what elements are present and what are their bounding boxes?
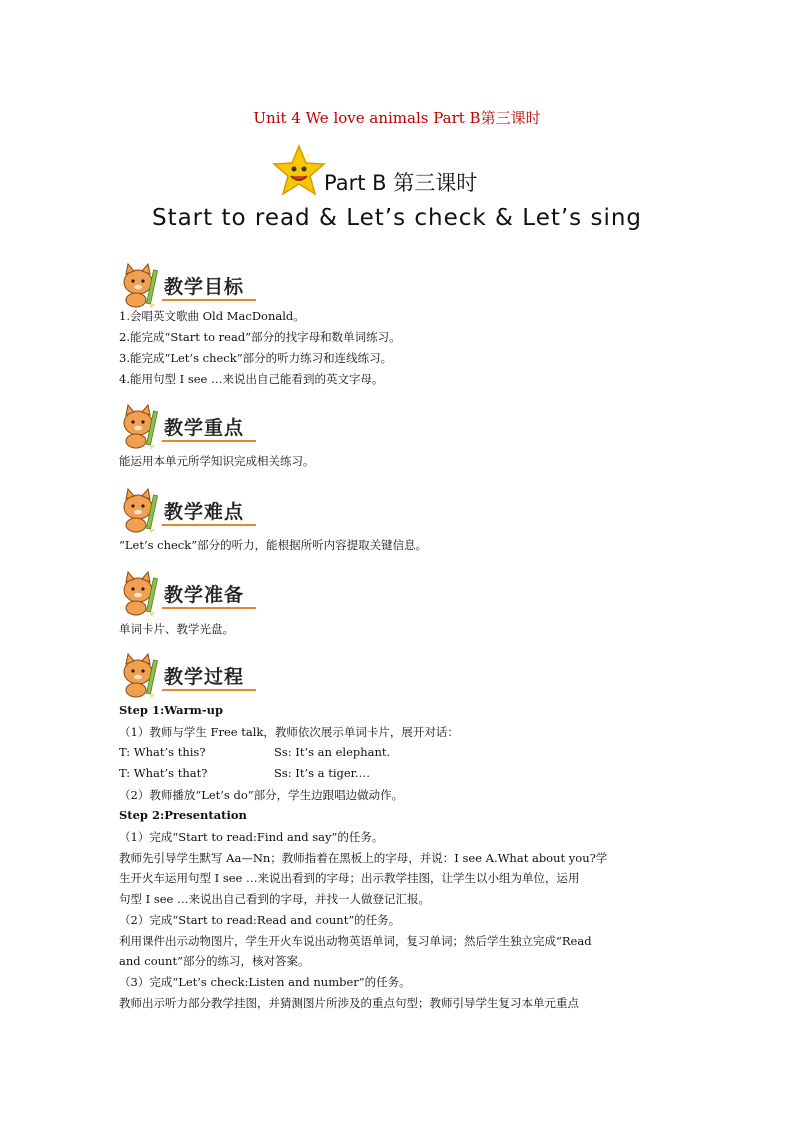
- heading-underline: [162, 524, 256, 526]
- section-heading-text: 教学难点: [164, 501, 245, 523]
- section-heading-process: [118, 652, 298, 698]
- goal-item: 1.会唱英文歌曲 Old MacDonald。: [119, 309, 305, 323]
- smiling-star-icon: [272, 144, 326, 198]
- cat-with-pencil-icon: [118, 262, 162, 308]
- cat-with-pencil-icon: [118, 652, 162, 698]
- heading-underline: [162, 440, 256, 442]
- step-item: （1）教师与学生 Free talk，教师依次展示单词卡片，展开对话：: [119, 725, 459, 739]
- step-item: （1）完成“Start to read:Find and say”的任务。: [119, 830, 384, 844]
- goal-item: 4.能用句型 I see …来说出自己能看到的英文字母。: [119, 372, 384, 386]
- step-title: Step 2:Presentation: [119, 808, 247, 822]
- paragraph-line: 教师出示听力部分教学挂图，并猜测图片所涉及的重点句型；教师引导学生复习本单元重点: [119, 996, 579, 1010]
- dialog-students: Ss: It’s an elephant.: [274, 745, 391, 759]
- section-heading-text: 教学过程: [164, 666, 245, 688]
- step-item: （2）完成“Start to read:Read and count”的任务。: [119, 913, 401, 927]
- cat-with-pencil-icon: [118, 487, 162, 533]
- focus-text: 能运用本单元所学知识完成相关练习。: [119, 454, 315, 468]
- preparation-text: 单词卡片、教学光盘。: [119, 622, 234, 636]
- section-heading-goals: [118, 262, 298, 308]
- dialog-students: Ss: It’s a tiger.…: [274, 766, 371, 780]
- section-heading-difficulty: [118, 487, 298, 533]
- dialog-line: [119, 745, 391, 759]
- section-heading-preparation: [118, 570, 298, 616]
- cat-with-pencil-icon: [118, 403, 162, 449]
- section-heading-focus: [118, 403, 298, 449]
- goal-item: 2.能完成“Start to read”部分的找字母和数单词练习。: [119, 330, 401, 344]
- section-heading-text: 教学准备: [164, 584, 245, 606]
- paragraph-line: 利用课件出示动物图片，学生开火车说出动物英语单词，复习单词；然后学生独立完成“Read: [119, 934, 592, 948]
- dialog-line: [119, 766, 371, 780]
- heading-underline: [162, 607, 256, 609]
- heading-underline: [162, 689, 256, 691]
- step-title: Step 1:Warm-up: [119, 703, 223, 717]
- document-title: Unit 4 We love animals Part B第三课时: [253, 109, 541, 127]
- step-item: （3）完成“Let’s check:Listen and number”的任务。: [119, 975, 411, 989]
- cat-with-pencil-icon: [118, 570, 162, 616]
- goal-item: 3.能完成“Let’s check”部分的听力练习和连线练习。: [119, 351, 393, 365]
- heading-underline: [162, 299, 256, 301]
- paragraph-line: 教师先引导学生默写 Aa—Nn；教师指着在黑板上的字母，并说：I see A.What about you?学: [119, 851, 608, 865]
- step-item: （2）教师播放“Let’s do”部分，学生边跟唱边做动作。: [119, 788, 404, 802]
- paragraph-line: 句型 I see …来说出自己看到的字母，并找一人做登记汇报。: [119, 892, 431, 906]
- difficulty-text: “Let’s check”部分的听力，能根据所听内容提取关键信息。: [119, 538, 428, 552]
- part-heading: Part B 第三课时: [324, 171, 478, 195]
- dialog-teacher: T: What’s this?: [119, 745, 206, 759]
- lesson-subtitle: Start to read & Let’s check & Let’s sing: [151, 205, 643, 231]
- dialog-teacher: T: What’s that?: [119, 766, 208, 780]
- paragraph-line: and count”部分的练习，核对答案。: [119, 954, 310, 968]
- section-heading-text: 教学重点: [164, 417, 245, 439]
- paragraph-line: 生开火车运用句型 I see …来说出看到的字母；出示教学挂图，让学生以小组为单位，运用: [119, 871, 580, 885]
- section-heading-text: 教学目标: [164, 276, 245, 298]
